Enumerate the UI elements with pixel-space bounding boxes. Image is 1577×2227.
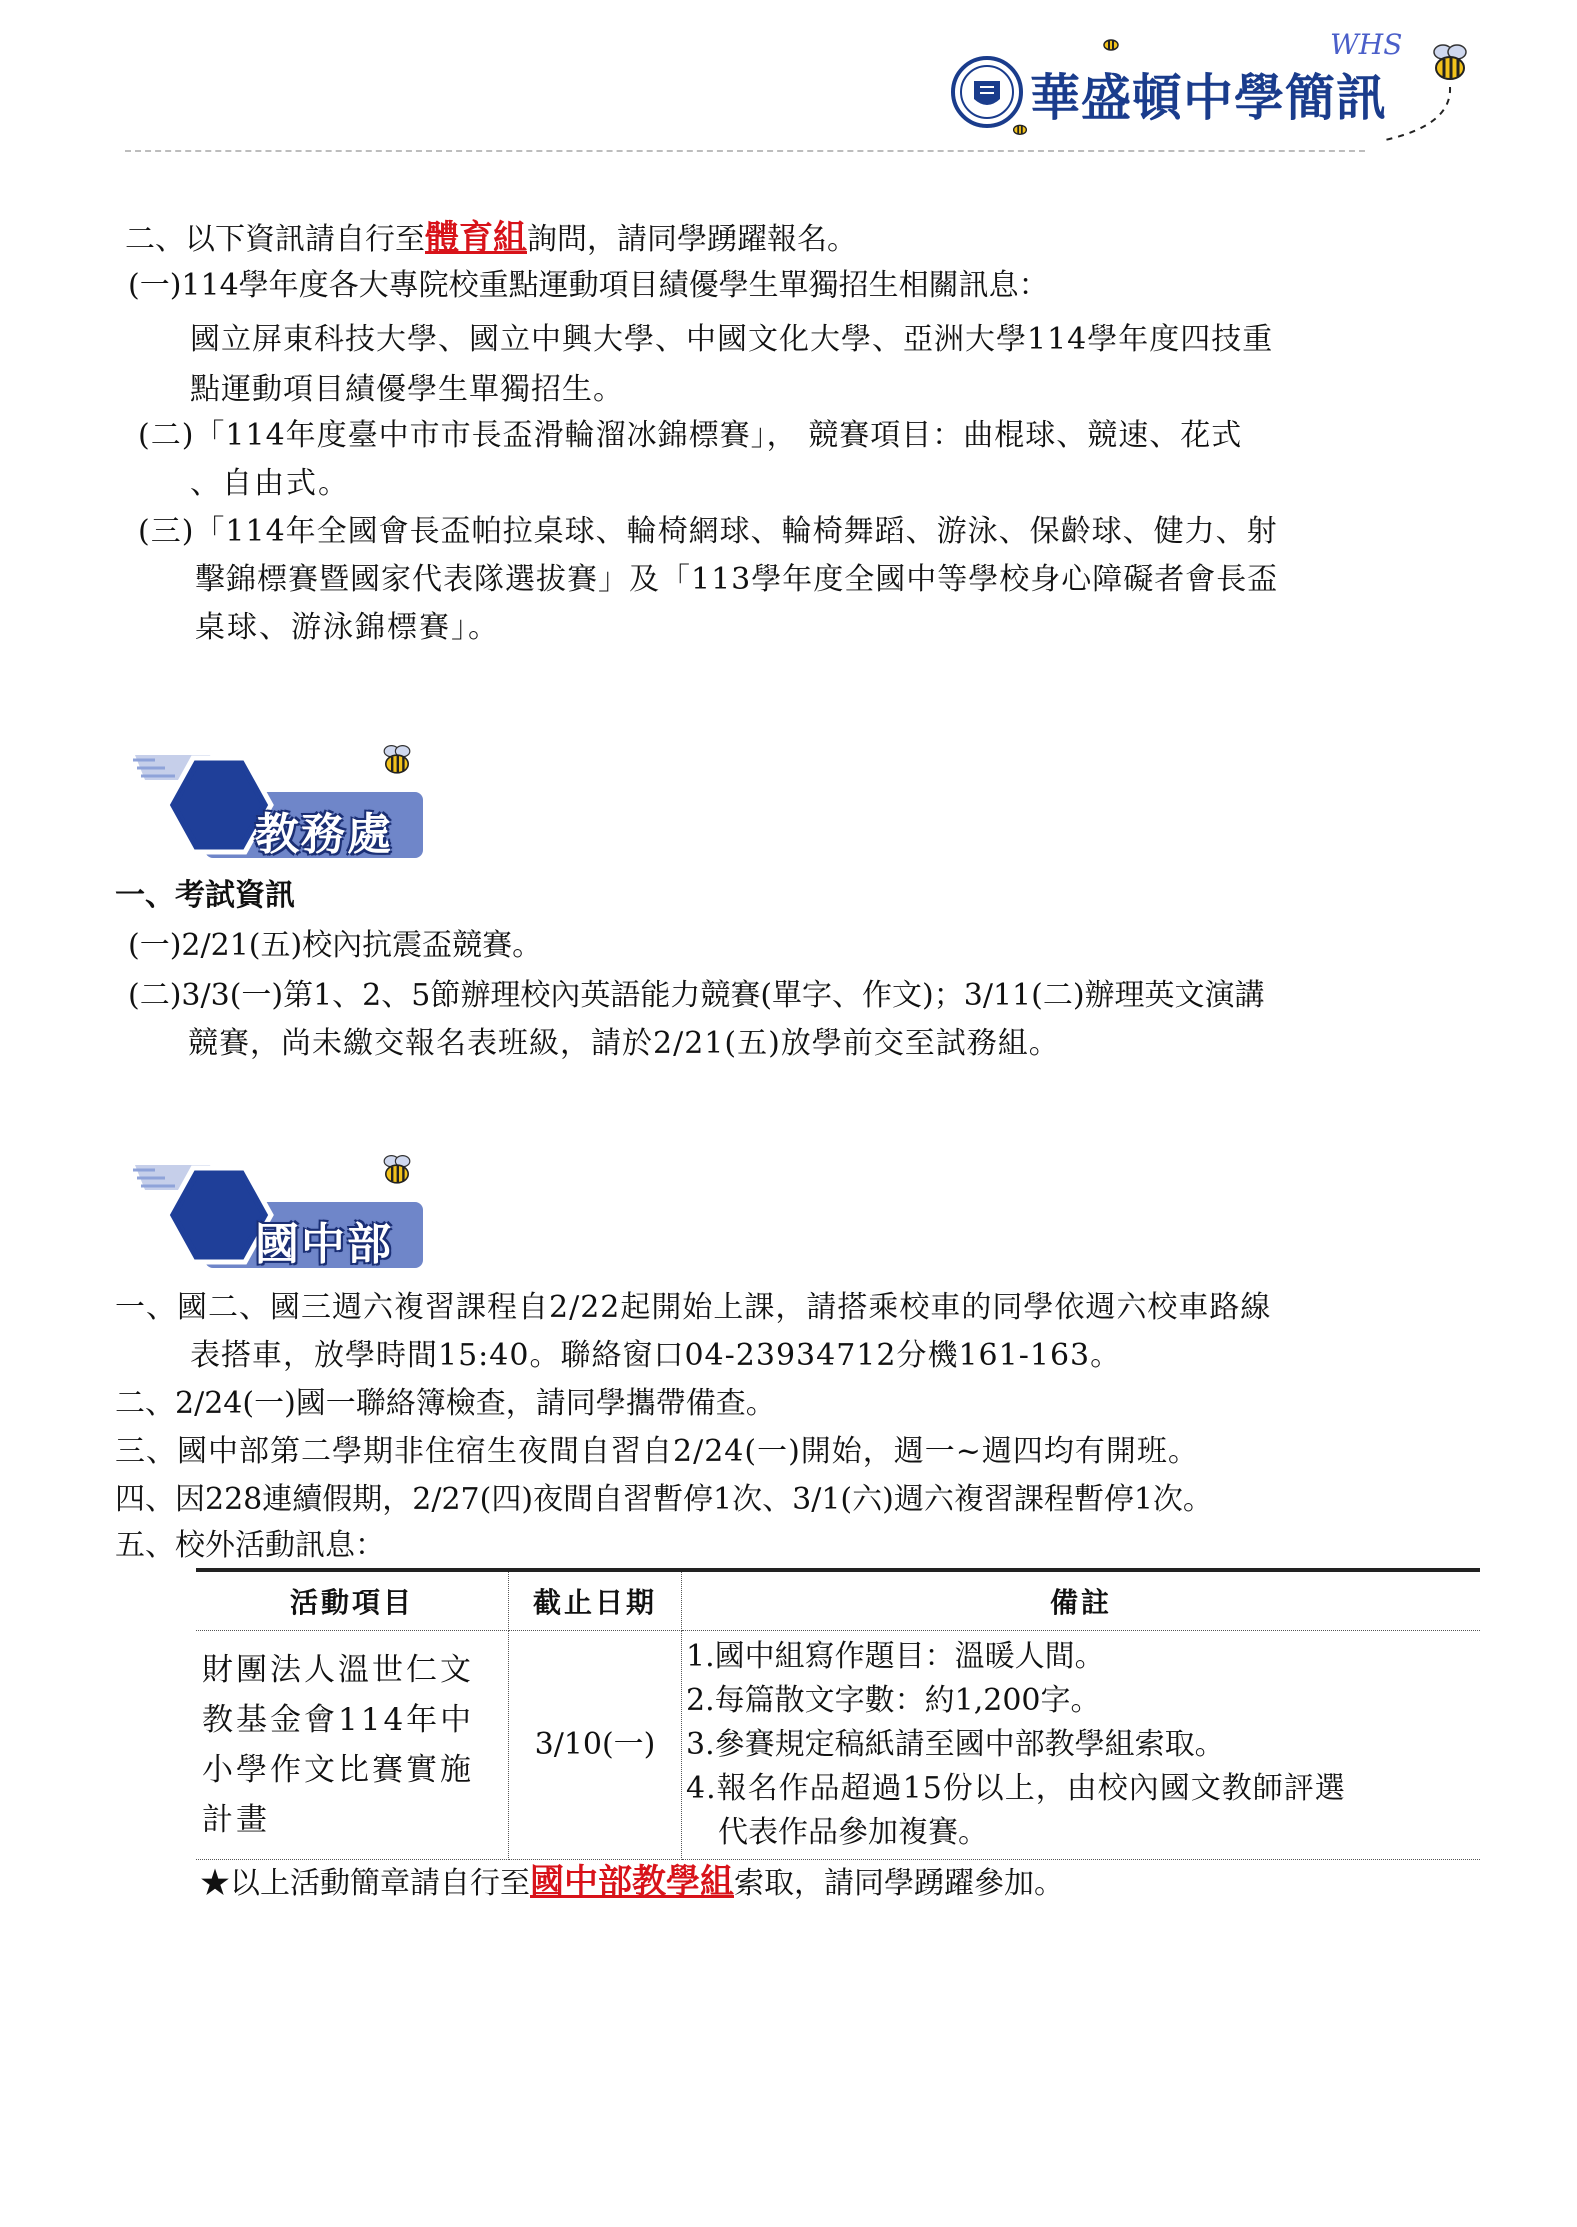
activity-name: 財團法人溫世仁文教基金會114年中小學作文比賽實施計畫 (196, 1631, 509, 1860)
brand-title: 華盛頓中學簡訊 (1030, 69, 1387, 127)
junior-high-title: 國中部 (255, 1219, 393, 1270)
exam-item-2-cont: 競賽，尚未繳交報名表班級，請於2/21(五)放學前交至試務組。 (188, 1026, 1060, 1061)
header-divider (125, 150, 1365, 152)
activity-notes (682, 1631, 1481, 1860)
bee-icon (377, 1150, 417, 1190)
junior-item-2: 二、2/24(一)國一聯絡簿檢查，請同學攜帶備查。 (115, 1386, 776, 1421)
note-line: 2.每篇散文字數：約1,200字。 (686, 1683, 1101, 1718)
note-line: 1.國中組寫作題目：溫暖人間。 (686, 1639, 1105, 1674)
activity-deadline: 3/10(一) (509, 1631, 682, 1860)
page-header (0, 0, 1577, 160)
bee-trail-icon (1380, 85, 1460, 145)
table-header-row (196, 1570, 1480, 1631)
table-header-deadline: 截止日期 (509, 1570, 682, 1631)
sports-intro-suffix: 詢問，請同學踴躍報名。 (527, 222, 857, 257)
sports-item-1-cont: 點運動項目績優學生單獨招生。 (190, 372, 624, 407)
junior-item-1-cont: 表搭車，放學時間15:40。聯絡窗口04-23934712分機161-163。 (190, 1338, 1122, 1373)
bee-icon (1010, 118, 1030, 138)
exam-item-2: (二)3/3(一)第1、2、5節辦理校內英語能力競賽(單字、作文)；3/11(二)辦理英文演講 (128, 978, 1265, 1013)
footer-note (200, 1860, 1064, 1906)
sports-item-2-cont: 、自由式。 (190, 466, 350, 501)
footer-note-suffix: 索取，請同學踴躍參加。 (734, 1866, 1064, 1901)
bee-icon (1100, 32, 1122, 54)
sports-item-1: (一)114學年度各大專院校重點運動項目績優學生單獨招生相關訊息： (128, 268, 1049, 303)
brand-subtitle: WHS (1330, 28, 1403, 61)
sports-intro-prefix: 二、以下資訊請自行至 (125, 222, 425, 257)
exam-item-1: (一)2/21(五)校內抗震盃競賽。 (128, 928, 543, 963)
sports-office-highlight: 體育組 (425, 218, 527, 258)
junior-item-1: 一、國二、國三週六複習課程自2/22起開始上課，請搭乘校車的同學依週六校車路線 (115, 1290, 1272, 1325)
sports-item-2: (二)「114年度臺中市市長盃滑輪溜冰錦標賽」， 競賽項目：曲棍球、競速、花式 (138, 418, 1243, 453)
sports-item-3: (三)「114年全國會長盃帕拉桌球、輪椅網球、輪椅舞蹈、游泳、保齡球、健力、射 (138, 514, 1278, 549)
exam-info-heading: 一、考試資訊 (115, 878, 295, 913)
junior-item-4: 四、因228連續假期，2/27(四)夜間自習暫停1次、3/1(六)週六複習課程暫停1次。 (115, 1482, 1213, 1517)
junior-item-5: 五、校外活動訊息： (115, 1528, 385, 1563)
footer-note-prefix: ★以上活動簡章請自行至 (200, 1866, 530, 1901)
note-line: 4.報名作品超過15份以上，由校內國文教師評選 (686, 1771, 1346, 1806)
note-line: 3.參賽規定稿紙請至國中部教學組索取。 (686, 1727, 1225, 1762)
junior-teaching-office-highlight: 國中部教學組 (530, 1862, 734, 1902)
table-row (196, 1631, 1480, 1860)
junior-item-3: 三、國中部第二學期非住宿生夜間自習自2/24(一)開始，週一~週四均有開班。 (115, 1434, 1199, 1469)
sports-item-3-cont: 桌球、游泳錦標賽」。 (195, 610, 500, 645)
bee-icon (1425, 38, 1475, 88)
activities-table (196, 1568, 1480, 1860)
table-header-activity: 活動項目 (196, 1570, 509, 1631)
academic-office-badge (115, 740, 435, 870)
sports-item-1-cont: 國立屏東科技大學、國立中興大學、中國文化大學、亞洲大學114學年度四技重 (190, 322, 1274, 357)
table-header-notes: 備註 (682, 1570, 1481, 1631)
bee-icon (377, 740, 417, 780)
academic-office-title: 教務處 (255, 809, 393, 860)
sports-item-3-cont: 擊錦標賽暨國家代表隊選拔賽」及「113學年度全國中等學校身心障礙者會長盃 (195, 562, 1279, 597)
note-line: 代表作品參加複賽。 (718, 1815, 988, 1850)
junior-high-badge (115, 1150, 435, 1280)
sports-intro (125, 216, 857, 262)
